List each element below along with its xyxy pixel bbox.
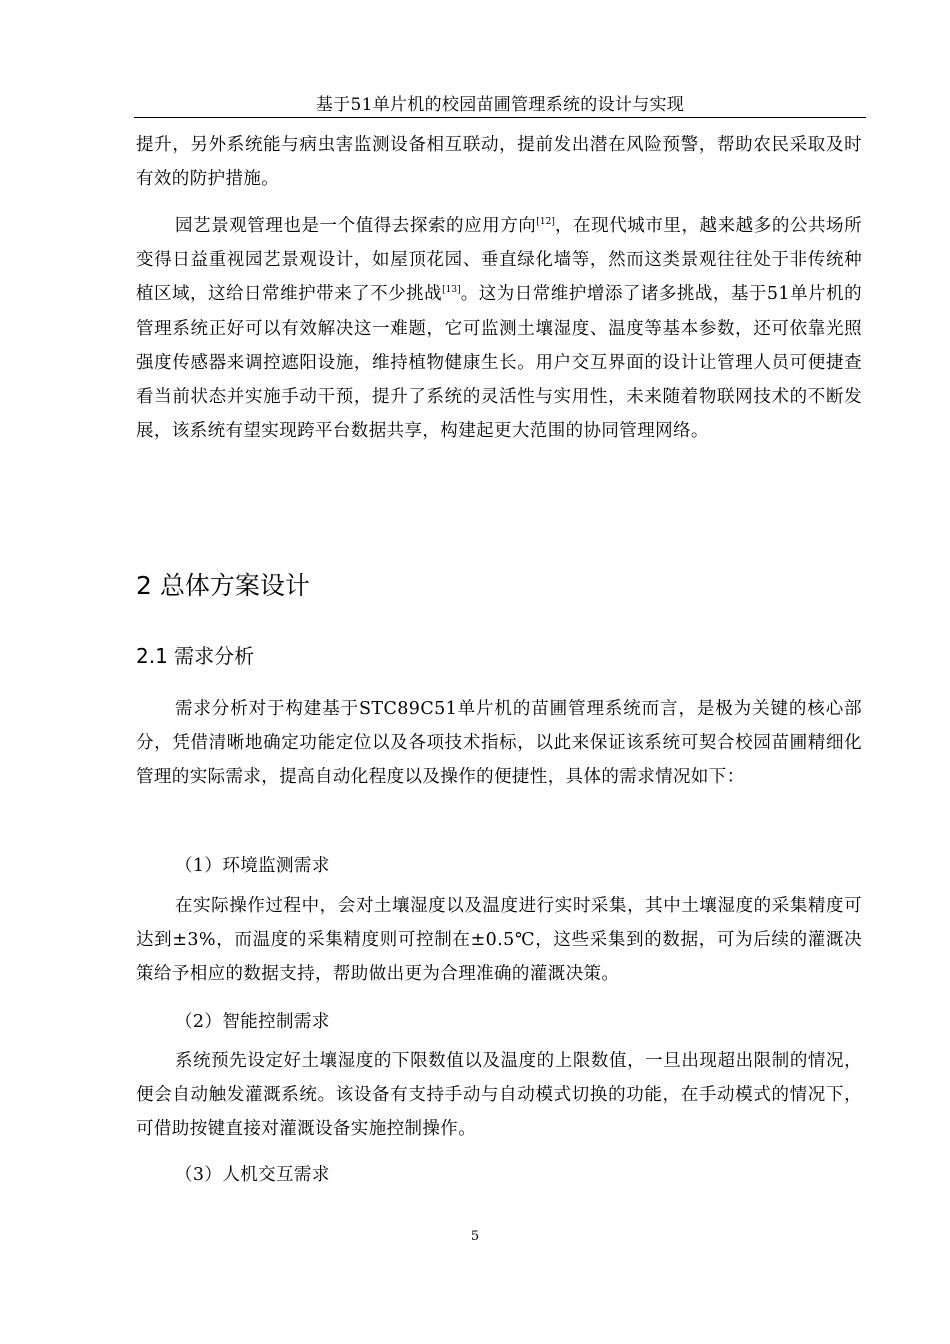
- chapter-heading: 2 总体方案设计: [136, 571, 310, 600]
- subheading-environment: （1）环境监测需求: [175, 856, 330, 876]
- subheading-control: （2）智能控制需求: [175, 1012, 330, 1032]
- paragraph-environment: 在实际操作过程中，会对土壤湿度以及温度进行实时采集，其中土壤湿度的采集精度可达到±3%，而温度的采集精度则可控制在±0.5℃，这些采集到的数据，可为后续的灌溉决策给予相应的数据支持，帮助做出更为合理准确的灌溉决策。: [136, 896, 862, 985]
- paragraph-text: 园艺景观管理也是一个值得去探索的应用方向: [175, 216, 537, 236]
- section-heading: 2.1 需求分析: [136, 644, 255, 668]
- running-header: 基于51单片机的校园苗圃管理系统的设计与实现: [315, 95, 685, 115]
- paragraph-requirements: 需求分析对于构建基于STC89C51单片机的苗圃管理系统而言，是极为关键的核心部分，凭借清晰地确定功能定位以及各项技术指标，以此来保证该系统可契合校园苗圃精细化管理的实际需求，提高自动化程度以及操作的便捷性，具体的需求情况如下：: [136, 699, 862, 788]
- header-divider: [134, 117, 866, 118]
- page-number: 5: [470, 1229, 480, 1244]
- subheading-interaction: （3）人机交互需求: [175, 1165, 330, 1185]
- paragraph-control: 系统预先设定好土壤湿度的下限数值以及温度的上限数值，一旦出现超出限制的情况，便会自动触发灌溉系统。该设备有支持手动与自动模式切换的功能，在手动模式的情况下，可借助按键直接对灌溉设备实施控制操作。: [136, 1051, 862, 1140]
- paragraph-text: 。这为日常维护增添了诸多挑战，基于51单片机的管理系统正好可以有效解决这一难题，它可监测土壤湿度、温度等基本参数，还可依靠光照强度传感器来调控遮阳设施，维持植物健康生长。用户交互界面的设计让管理人员可便捷查看当前状态并实施手动干预，提升了系统的灵活性与实用性，未来随着物联网技术的不断发展，该系统有望实现跨平台数据共享，构建起更大范围的协同管理网络。: [136, 284, 862, 442]
- paragraph-continuation: 提升，另外系统能与病虫害监测设备相互联动，提前发出潜在风险预警，帮助农民采取及时有效的防护措施。: [136, 135, 862, 190]
- paragraph-landscape: [136, 209, 862, 448]
- citation-ref: [13]: [442, 285, 461, 296]
- paragraph-text: ，在现代城市里，越来越多的公共场所变得日益重视园艺景观设计，如屋顶花园、垂直绿化墙等，然而这类景观往往处于非传统种植区域，这给日常维护带来了不少挑战: [136, 216, 862, 305]
- citation-ref: [12]: [536, 217, 555, 227]
